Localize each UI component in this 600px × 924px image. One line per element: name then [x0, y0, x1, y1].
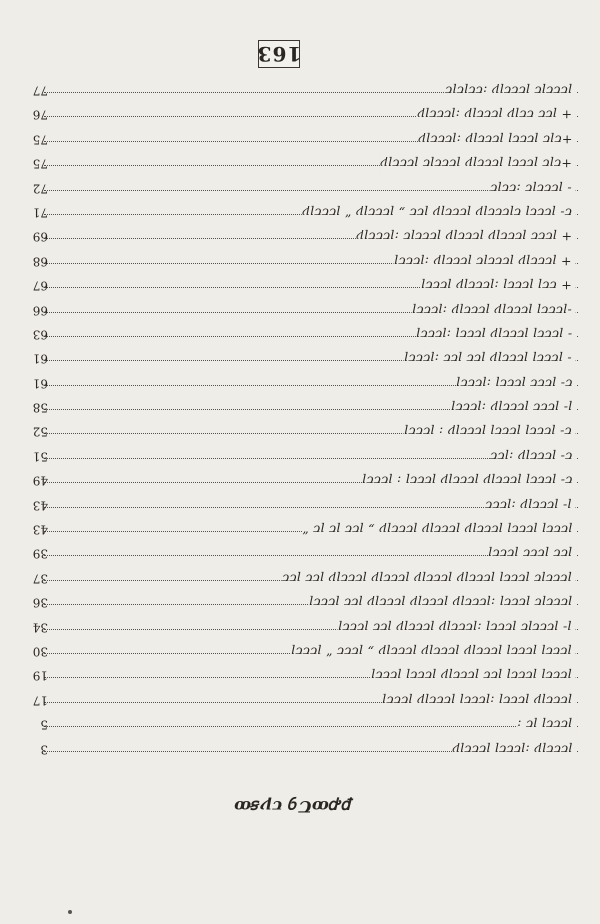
toc-entry-title: ꞁꞇꞇꞇꞁꝩ :ꞁꞇꞇꞇꞁ ꞁꞇꞇꞇꞁꝩ: [452, 737, 576, 761]
page-number: 163: [256, 42, 302, 66]
toc-entry-title: +ꞇꞁꞇ ꞁꞇꞇꞇꞁ ꞁꞇꞇꞇꞁꝩ :ꞁꞇꞇꞇꞁꝩ: [418, 127, 576, 151]
toc-entry: [18, 176, 578, 200]
toc-entry: [18, 566, 578, 590]
toc-page-number: 63: [32, 327, 48, 342]
toc-entry: [18, 493, 578, 517]
toc-page-number: 30: [32, 644, 48, 659]
toc-page-number: 72: [32, 180, 48, 195]
toc-entry-title: + ꞁꞇꞇ ꞇꞇꞁꝩ ꞁꞇꞇꞇꞁꝩ :ꞁꞇꞇꞇꞁꝩ: [417, 102, 576, 126]
toc-entry-title: + ꞁꞇꞇꞇ ꞁꞇꞇꞇꞁꝩ ꞁꞇꞇꞇꞁꝩ ꞁꞇꞇꞇꞁꞇ :ꞁꞇꞇꞇꞁꝩ: [356, 224, 576, 248]
toc-entry-title: ꞁꞇꞇꞇꞁ ꞁꞇꞇꞇꞁ ꞁꞇꞇꞇꞁꝩ ꞁꞇꞇꞇꞁꝩ ꞁꞇꞇꞇꞁꝩ „ ꞁꞇꞇ ꞁꞇ ꞁꞇ “: [302, 517, 576, 541]
toc-entry: [18, 78, 578, 102]
toc-page-number: 67: [32, 278, 48, 293]
toc-page-number: 17: [32, 693, 48, 708]
toc-page-number: 66: [32, 302, 48, 317]
toc-entry: [18, 249, 578, 273]
dot-leader: [44, 726, 578, 727]
toc-entry-title: ꞇ- ꞁꞇꞇꞇꞁ ꞇꞁꞇꞇꞇꞁꝩ ꞁꞇꞇꞇꞁꝩ ꞁꞇꞇ „ ꞁꞇꞇꞇꞁꝩ “ ꞁꞇꞇꞇꞁꝩ: [302, 200, 576, 224]
toc-entry: [18, 688, 578, 712]
toc-page-number: 34: [32, 620, 48, 634]
toc-entry-title: ꞇ- ꞁꞇꞇꞇꞁ ꞁꞇꞇꞇꞁꝩ ꞁꞇꞇꞇꞁꝩ ꞁꞇꞇꞇꞁ : ꞁꞇꞇꞇꞁ: [362, 468, 576, 492]
toc-entry: [18, 346, 578, 370]
table-of-contents: [18, 78, 578, 761]
toc-entry-title: - ꞁꞇꞇꞇꞁ ꞁꞇꞇꞇꞁꝩ ꞁꞇꞇꞇꞁ :ꞁꞇꞇꞇꞁ: [416, 322, 576, 346]
toc-entry-title: ꞁꞇꞇ ꞁꞇꞇꞇ ꞁꞇꞇꞇꞁ: [488, 541, 576, 565]
toc-entry: [18, 590, 578, 614]
toc-entry-title: ꞁꞇꞇꞇꞁ ꞁꞇꞇꞇꞁ ꞁꞇꞇ ꞁꞇꞇꞇꞁꝩ ꞁꞇꞇꞇꞁ ꞁꞇꞇꞇꞁ: [371, 663, 576, 687]
section-heading: ꝑꝓꝏꞆꝯ ꞇꝩꞩꝏ: [233, 797, 353, 816]
toc-page-number: 61: [32, 351, 48, 366]
toc-page-number: 5: [40, 717, 48, 732]
toc-page-number: 75: [32, 132, 48, 147]
toc-entry: [18, 298, 578, 322]
toc-entry-title: - ꞁꞇꞇꞇꞁ ꞁꞇꞇꞇꞁꝩ ꞁꞇꞇ ꞁꞇꞇ :ꞁꞇꞇꞇꞁ: [404, 346, 576, 370]
toc-entry-title: +ꞇꞁꞇ ꞁꞇꞇꞇꞁ ꞁꞇꞇꞇꞁꝩ ꞁꞇꞇꞇꞁꞇ ꞁꞇꞇꞇꞁꝩ: [380, 151, 576, 175]
toc-entry-title: ꞇ- ꞁꞇꞇꞇ ꞁꞇꞇꞇꞁ :ꞁꞇꞇꞇꞁ: [456, 371, 576, 395]
toc-entry-title: ꞇ- ꞁꞇꞇꞇꞁ ꞁꞇꞇꞇꞁ ꞁꞇꞇꞇꞁꝩ : ꞁꞇꞇꞇꞁ: [404, 419, 576, 443]
toc-page-number: 58: [32, 400, 48, 415]
toc-entry-title: ꞁ- ꞁꞇꞇꞇꞁꞇ ꞁꞇꞇꞇꞁ :ꞁꞇꞇꞇꞁꝩ ꞁꞇꞇꞇꞁꝩ ꞁꞇꞇ ꞁꞇꞇꞇꞁ: [338, 615, 576, 639]
toc-page-number: 71: [32, 205, 48, 220]
toc-page-number: 39: [32, 546, 48, 561]
toc-entry: [18, 663, 578, 687]
toc-page-number: 19: [32, 668, 48, 683]
toc-page-number: 77: [32, 83, 48, 98]
toc-entry-title: ꞁꞇꞇꞇꞁꞇ ꞁꞇꞇꞇꞁ ꞁꞇꞇꞇꞁꝩ ꞁꞇꞇꞇꞁꝩ ꞁꞇꞇꞇꞁꝩ ꞁꞇꞇꞇꞁꝩ ꞁꞇꞇ ꞁꞇꞇ: [282, 566, 576, 590]
stray-dot: [68, 910, 72, 914]
toc-entry-title: ꞁ- ꞁꞇꞇꞇ ꞁꞇꞇꞇꞁꝩ :ꞁꞇꞇꞇꞁ: [451, 395, 576, 419]
toc-entry-title: - ꞁꞇꞇꞇꞁꞇ :ꞇꞇꞁꞇ: [490, 176, 576, 200]
toc-entry-title: + ꞇꞇꞁ ꞁꞇꞇꞇꞁ :ꞁꞇꞇꞇꞁꝩ ꞁꞇꞇꞇꞁ: [421, 273, 576, 297]
toc-page-number: 52: [32, 424, 48, 439]
toc-page-number: 75: [32, 156, 48, 171]
toc-entry: [18, 468, 578, 492]
toc-page-number: 69: [32, 229, 48, 244]
toc-page-number: 61: [32, 376, 48, 391]
toc-entry: [18, 444, 578, 468]
toc-entry: [18, 615, 578, 639]
toc-entry: [18, 541, 578, 565]
toc-entry: [18, 395, 578, 419]
toc-entry: [18, 127, 578, 151]
toc-page-number: 37: [32, 571, 48, 586]
toc-entry-title: ꞁꞇꞇꞇꞁꞇ ꞁꞇꞇꞇꞁ :ꞁꞇꞇꞇꞁꝩ ꞁꞇꞇꞇꞁꝩ ꞁꞇꞇꞇꞁꝩ ꞁꞇꞇ ꞁꞇꞇꞇꞁ: [309, 590, 576, 614]
toc-page-number: 76: [32, 107, 48, 122]
toc-entry: [18, 371, 578, 395]
toc-entry-title: + ꞁꞇꞇꞇꞁꝩ ꞁꞇꞇꞇꞁꞇ ꞁꞇꞇꞇꞁꝩ :ꞁꞇꞇꞇꞁ: [394, 249, 576, 273]
toc-page-number: 49: [32, 473, 48, 488]
toc-entry: [18, 273, 578, 297]
toc-page-number: 43: [32, 522, 48, 537]
toc-entry-title: -ꞁꞇꞇꞇꞁ ꞁꞇꞇꞇꞁꝩ ꞁꞇꞇꞇꞁꝩ :ꞁꞇꞇꞇꞁ: [412, 298, 576, 322]
toc-entry-title: ꞁ- ꞁꞇꞇꞇꞁꝩ :ꞁꞇꞇꞇ: [485, 493, 576, 517]
toc-page-number: 3: [40, 741, 48, 756]
toc-entry-title: ꞁꞇꞇꞇꞁ ꞁꞇꞇꞇꞁ ꞁꞇꞇꞇꞁꝩ ꞁꞇꞇꞇꞁꝩ ꞁꞇꞇꞇꞁꝩ „ ꞁꞇꞇꞇ “ ꞁꞇꞇꞇꞁ: [291, 639, 576, 663]
toc-entry: [18, 102, 578, 126]
toc-entry-title: ꞁꞇꞇꞇꞁ ꞁꞇ :: [517, 712, 576, 736]
toc-entry: [18, 224, 578, 248]
toc-entry: [18, 200, 578, 224]
toc-entry: [18, 737, 578, 761]
toc-entry: [18, 712, 578, 736]
toc-entry-title: ꞁꞇꞇꞇꞁꝩ ꞁꞇꞇꞇꞁ :ꞁꞇꞇꞇꞁ ꞁꞇꞇꞇꞁꝩ ꞁꞇꞇꞇꞁ: [382, 688, 576, 712]
toc-entry: [18, 517, 578, 541]
toc-page-number: 43: [32, 498, 48, 513]
toc-entry-title: ꞁꞇꞇꞇꞁꞇ ꞁꞇꞇꞇꞁꝩ :ꞇꞇꞁꞇꞁꞇ: [445, 78, 576, 102]
toc-entry: [18, 151, 578, 175]
toc-entry: [18, 639, 578, 663]
toc-page-number: 68: [32, 254, 48, 269]
toc-entry: [18, 419, 578, 443]
toc-entry: [18, 322, 578, 346]
toc-page-number: 36: [32, 595, 48, 610]
toc-page-number: 51: [32, 449, 48, 464]
toc-entry-title: ꞇ- ꞁꞇꞇꞇꞁꝩ :ꞁꞇꞇ: [490, 444, 576, 468]
